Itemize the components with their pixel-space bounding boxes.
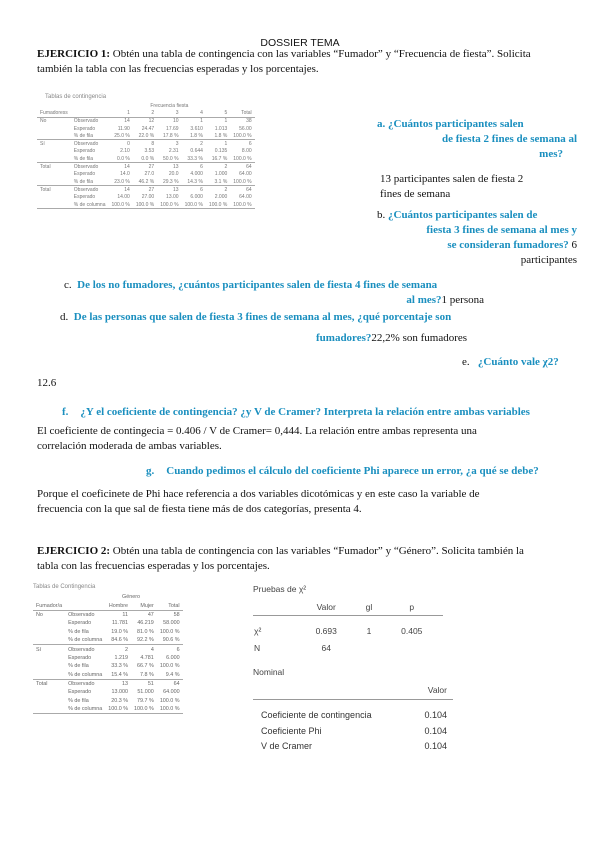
chi-title: Pruebas de χ²: [253, 584, 307, 594]
table-cell: 4.781: [140, 654, 154, 661]
question-text: fiesta 3 fines de semana al mes y: [426, 224, 577, 236]
table-cell: 27: [133, 186, 157, 194]
table-cell: 14: [108, 186, 132, 194]
table-row: [37, 201, 255, 209]
table-cell: 100.0 %: [108, 201, 132, 209]
answer-g: [37, 487, 567, 517]
table-cell: % de columna: [71, 201, 109, 209]
table-cell: 13: [157, 186, 181, 194]
nominal-table: [253, 667, 453, 755]
nominal-header: Valor: [427, 685, 447, 695]
question-text: ¿Cuántos participantes salen: [388, 118, 524, 130]
nominal-value: 0.104: [424, 725, 447, 736]
answer-text: 13 participantes salen de fiesta 2: [380, 173, 524, 185]
column-header: 1: [108, 109, 132, 117]
table-cell: 2: [182, 140, 206, 148]
table-cell: % de fila: [73, 132, 93, 139]
table-cell: 1.8 %: [190, 132, 203, 139]
table-cell: 22.0 %: [138, 132, 155, 139]
table-cell: 79.7 %: [137, 697, 154, 704]
question-letter: b.: [377, 209, 386, 221]
table-cell: 100.0 %: [105, 705, 131, 714]
table-cell: 0.135: [214, 148, 228, 155]
table-cell: 6: [182, 186, 206, 194]
table-cell: % de fila: [68, 628, 89, 635]
table-cell: 13: [157, 163, 181, 171]
table-row: [33, 645, 183, 654]
answer-text: frecuencia con la que sal de fiesta tiene más de dos categorías, presenta 4.: [37, 503, 362, 515]
chi-cell: 0.405: [401, 626, 423, 636]
variable-name: “Género”: [393, 545, 436, 557]
table-cell: 56.00: [239, 125, 252, 132]
intro-text: y: [382, 48, 394, 60]
table-cell: 64.000: [163, 689, 180, 696]
answer-text: Porque el coeficinete de Phi hace referencia a dos variables dicotómicas y en este caso la variable de: [37, 488, 480, 500]
answer-text: fines de semana: [380, 188, 451, 200]
intro-text: tabla con las frecuencias esperadas y los porcentajes.: [37, 560, 270, 572]
table-cell: 2: [206, 186, 230, 194]
question-text: mes?: [539, 148, 563, 160]
table-cell: 92.2 %: [137, 637, 154, 644]
table-cell: 11: [122, 611, 129, 618]
answer-a: [380, 172, 523, 202]
table-cell: % de columna: [65, 705, 105, 714]
answer-text: 22,2% son fumadores: [371, 332, 468, 344]
table-cell: 51.000: [137, 689, 154, 696]
table-row: [37, 125, 255, 132]
table-cell: 2.31: [168, 148, 179, 155]
table-cell: 100.0 %: [206, 201, 230, 209]
table-row: [37, 194, 255, 201]
table-cell: 38: [246, 118, 252, 125]
contingency-table-2: [33, 584, 183, 714]
table-cell: 100.0 %: [233, 178, 252, 185]
table-cell: 13: [105, 679, 131, 688]
table-cell: Esperado: [68, 620, 92, 627]
table-cell: [37, 178, 71, 186]
table-cell: 17.69: [166, 125, 179, 132]
table-cell: 6.000: [190, 194, 203, 201]
table-cell: 33.3 %: [187, 155, 203, 162]
table-cell: [37, 201, 71, 209]
table-cell: 64.00: [239, 171, 252, 178]
table-cell: 47: [147, 611, 154, 618]
table-cell: Observado: [68, 611, 95, 618]
table-cell: 6: [230, 140, 254, 148]
table-row: [37, 186, 255, 194]
question-letter: f.: [62, 406, 69, 418]
table-cell: % de fila: [73, 155, 93, 162]
table-cell: Esperado: [68, 654, 92, 661]
answer-f: [37, 424, 567, 454]
chi-cell: 1: [366, 626, 372, 636]
table-cell: 64.00: [239, 194, 252, 201]
variable-name: “Fumador”: [333, 48, 383, 60]
table-cell: Total: [37, 163, 71, 171]
question-e: [462, 355, 559, 370]
chi-square-table: [253, 584, 443, 655]
question-text: al mes?: [406, 294, 442, 306]
table-cell: 14: [108, 163, 132, 171]
table-row: [33, 628, 183, 636]
column-header: Mujer: [131, 601, 157, 610]
table-cell: 100.0 %: [230, 201, 254, 209]
table-cell: Total: [37, 186, 71, 194]
question-g: [146, 461, 586, 479]
table-cell: [37, 125, 71, 132]
table-row: [33, 619, 183, 627]
table-cell: [33, 628, 65, 636]
question-text: ¿Y el coeficiente de contingencia? ¿y V de Cramer? Interpreta la relación entre ambas variables: [80, 406, 530, 418]
table-cell: 27: [133, 163, 157, 171]
variable-name: “Frecuencia de fiesta”: [393, 48, 492, 60]
table-cell: 100.0 %: [157, 201, 181, 209]
table-row: [33, 662, 183, 670]
table-cell: No: [40, 118, 47, 125]
chi-cell: χ²: [254, 626, 262, 636]
table-cell: 33.3 %: [111, 663, 129, 670]
table-cell: Observado: [71, 186, 109, 194]
chi-header: [253, 599, 295, 616]
table-caption: Tablas de Contingencia: [33, 584, 96, 590]
table-row: [37, 178, 255, 186]
table-row: [37, 155, 255, 163]
table-cell: Sí: [37, 140, 71, 148]
column-header: Total: [230, 109, 254, 117]
table-cell: Total: [33, 679, 65, 688]
table-cell: 20.3 %: [111, 697, 129, 704]
table-row: [37, 117, 255, 125]
column-header: 5: [206, 109, 230, 117]
table-cell: 14.00: [117, 194, 130, 201]
table-cell: 1.219: [114, 654, 129, 661]
table-cell: [37, 148, 71, 155]
chi-header: p: [409, 602, 415, 612]
answer-d: [316, 331, 467, 346]
column-header: 2: [133, 109, 157, 117]
table-cell: 1.013: [214, 125, 228, 132]
contingency-table-1: [37, 94, 255, 209]
intro-text: Obtén una tabla de contingencia con las variables: [110, 545, 334, 557]
table-cell: No: [36, 611, 43, 618]
table-cell: 10: [173, 118, 179, 125]
exercise-1-intro: [37, 47, 567, 77]
chi-grid: [253, 599, 443, 655]
table-cell: [37, 155, 71, 163]
table-row: [37, 148, 255, 155]
question-b: [377, 208, 577, 268]
table-cell: Esperado: [73, 148, 96, 155]
exercise-2-label: EJERCICIO 2:: [37, 545, 111, 557]
table-caption: Tablas de contingencia: [45, 94, 107, 100]
table-cell: 27.0: [144, 171, 155, 178]
table-cell: 13.00: [166, 194, 179, 201]
chi-header: gl: [365, 602, 373, 612]
answer-text: participantes: [520, 254, 577, 266]
answer-text: 6: [568, 239, 577, 251]
table-cell: 4.000: [190, 171, 203, 178]
chi-cell: N: [254, 643, 261, 653]
table-cell: 0.644: [190, 148, 203, 155]
table-cell: 11.90: [117, 125, 130, 132]
table-cell: 24.47: [141, 125, 155, 132]
chi-header: Valor: [316, 602, 336, 612]
table-row: [33, 679, 183, 688]
table-row: [33, 654, 183, 662]
question-letter: e.: [462, 356, 470, 368]
nominal-value: 0.104: [424, 710, 447, 720]
question-text: Cuando pedimos el cálculo del coeficiente Phi aparece un error, ¿a qué se debe?: [166, 465, 539, 477]
table-cell: 100.0 %: [159, 628, 180, 635]
table-row: [33, 636, 183, 645]
table-row: [37, 140, 255, 148]
question-letter: c.: [64, 279, 72, 291]
question-letter: g.: [146, 465, 155, 477]
intro-text: . Solicita también la: [435, 545, 524, 557]
table-cell: 6: [182, 163, 206, 171]
table-cell: 29.3 %: [162, 178, 179, 185]
table-cell: 25.0 %: [114, 132, 130, 139]
table-cell: 64: [230, 163, 254, 171]
table-cell: Esperado: [73, 194, 96, 201]
nominal-title: Nominal: [253, 667, 285, 677]
table-cell: % de columna: [68, 671, 103, 678]
table-cell: % de columna: [68, 637, 103, 644]
table-cell: 100.0 %: [159, 697, 180, 704]
table-row: [37, 132, 255, 140]
table-cell: % de fila: [68, 663, 89, 670]
table-cell: [33, 654, 65, 662]
table-cell: 46.219: [137, 620, 154, 627]
table-cell: 81.0 %: [137, 628, 154, 635]
table-cell: [33, 705, 65, 714]
question-letter: d.: [60, 311, 69, 323]
question-text: fumadores?: [316, 332, 372, 344]
column-header: 3: [157, 109, 181, 117]
table-cell: 14.0: [120, 171, 130, 178]
table-cell: 8.00: [241, 148, 252, 155]
table-cell: 12: [148, 118, 155, 125]
question-text: ¿Cuántos participantes salen de: [388, 209, 538, 221]
table-cell: 9.4 %: [165, 671, 180, 678]
table-cell: 100.0 %: [159, 663, 180, 670]
table-cell: [33, 636, 65, 645]
table-cell: 3.1 %: [214, 178, 228, 185]
column-header: Fumador/a: [33, 601, 65, 610]
table-cell: 1.8 %: [214, 132, 228, 139]
nominal-label: V de Cramer: [261, 741, 313, 751]
nominal-label: Coeficiente de contingencia: [261, 710, 372, 720]
table-cell: Sí: [33, 645, 65, 654]
table-cell: 15.4 %: [111, 671, 129, 678]
question-letter: a.: [377, 118, 386, 130]
table-cell: 100.0 %: [133, 201, 157, 209]
table-cell: 3.610: [190, 125, 203, 132]
table-cell: 58.000: [163, 620, 180, 627]
nominal-label: Coeficiente Phi: [261, 725, 322, 736]
exercise-2-intro: [37, 544, 567, 574]
table-cell: 23.0 %: [114, 178, 130, 185]
table-cell: 100.0 %: [233, 132, 252, 139]
table-cell: 50.0 %: [162, 155, 179, 162]
nominal-value: 0.104: [424, 741, 447, 751]
table-cell: 90.6 %: [162, 637, 180, 644]
table-row: [33, 688, 183, 696]
table-cell: Observado: [65, 645, 105, 654]
table-cell: 20.0: [168, 171, 179, 178]
table-row: [37, 163, 255, 171]
table-cell: Observado: [73, 118, 99, 125]
question-text: se consideran fumadores?: [447, 239, 569, 251]
answer-text: correlación moderada de ambas variables.: [37, 440, 222, 452]
table-row: [33, 671, 183, 680]
table-cell: 46.2 %: [138, 178, 155, 185]
table-row: [37, 171, 255, 178]
table-cell: [33, 688, 65, 696]
table-cell: Esperado: [73, 171, 96, 178]
table-cell: 1: [224, 118, 228, 125]
table-cell: 51: [131, 679, 157, 688]
document-title: DOSSIER TEMA: [260, 37, 340, 49]
answer-e: 12.6: [37, 377, 57, 389]
table-grid: [33, 593, 183, 714]
table-cell: Esperado: [73, 125, 96, 132]
table-row: [33, 705, 183, 714]
intro-text: también la tabla con las frecuencias esperadas y los porcentajes.: [37, 63, 319, 75]
table-cell: Observado: [65, 679, 105, 688]
table-cell: [33, 662, 65, 670]
table-cell: 14.3 %: [187, 178, 203, 185]
table-cell: 17.8 %: [162, 132, 179, 139]
nominal-row: [253, 739, 453, 755]
table-cell: 100.0 %: [157, 705, 183, 714]
table-cell: 4: [131, 645, 157, 654]
table-cell: 0.0 %: [117, 155, 130, 162]
table-cell: 0.0 %: [141, 155, 155, 162]
table-row: [33, 697, 183, 705]
table-group-header: Frecuencia fiesta: [150, 102, 189, 109]
table-cell: Observado: [71, 163, 109, 171]
table-cell: 0: [108, 140, 132, 148]
column-header: [65, 601, 105, 610]
table-cell: 7.8 %: [140, 671, 154, 678]
table-cell: 8: [133, 140, 157, 148]
nominal-row: [253, 724, 453, 740]
table-grid: [37, 102, 255, 209]
table-cell: % de fila: [68, 697, 89, 704]
table-cell: 11.781: [111, 620, 129, 627]
table-cell: Esperado: [68, 689, 92, 696]
table-cell: 66.7 %: [137, 663, 154, 670]
table-cell: 6: [157, 645, 183, 654]
chi-cell: [357, 641, 380, 655]
question-a: [377, 117, 577, 162]
answer-text: 1 persona: [441, 294, 484, 306]
table-cell: 27.00: [141, 194, 155, 201]
variable-name: “Fumador”: [333, 545, 383, 557]
table-cell: 64: [157, 679, 183, 688]
table-cell: 2.000: [214, 194, 228, 201]
table-cell: [37, 171, 71, 178]
table-cell: 13.000: [111, 689, 129, 696]
chi-cell: 0.693: [315, 626, 337, 636]
table-cell: Observado: [71, 140, 109, 148]
table-cell: % de fila: [73, 178, 93, 185]
column-header: [71, 109, 109, 117]
table-cell: 6.000: [166, 654, 180, 661]
table-cell: [33, 697, 65, 705]
column-header: Hombre: [105, 601, 131, 610]
table-cell: 2.10: [120, 148, 130, 155]
table-cell: 3: [157, 140, 181, 148]
table-cell: [33, 671, 65, 680]
question-text: De los no fumadores, ¿cuántos participantes salen de fiesta 4 fines de semana: [77, 279, 438, 291]
question-text: de fiesta 2 fines de semana al: [441, 133, 577, 145]
table-cell: 14: [124, 118, 130, 125]
nominal-row: [253, 708, 453, 724]
table-cell: 1.000: [214, 171, 228, 178]
intro-text: . Solicita: [491, 48, 531, 60]
table-cell: 2: [206, 163, 230, 171]
column-header: Fumadoress: [37, 109, 71, 117]
question-f: [62, 402, 582, 420]
table-cell: 1: [200, 118, 203, 125]
question-d: [60, 310, 560, 325]
table-cell: 100.0 %: [131, 705, 157, 714]
table-cell: 58: [173, 611, 180, 618]
table-cell: 2: [105, 645, 131, 654]
intro-text: Obtén una tabla de contingencia con las variables: [110, 48, 334, 60]
table-cell: [37, 132, 71, 140]
table-cell: [33, 619, 65, 627]
table-cell: 19.0 %: [111, 628, 129, 635]
table-row: [33, 610, 183, 619]
table-cell: 100.0 %: [233, 155, 252, 162]
question-text: ¿Cuánto vale χ2?: [477, 356, 559, 368]
table-cell: 3.53: [144, 148, 155, 155]
table-cell: 64: [230, 186, 254, 194]
intro-text: y: [382, 545, 394, 557]
table-cell: 100.0 %: [182, 201, 206, 209]
chi-cell: 64: [321, 643, 331, 653]
table-cell: 1: [206, 140, 230, 148]
question-c: [64, 278, 484, 308]
table-cell: [37, 194, 71, 201]
table-group-header: Género: [122, 594, 141, 601]
answer-text: El coeficiente de contingecia = 0.406 / V de Cramer= 0,444. La relación entre ambas representa una: [37, 425, 477, 437]
column-header: Total: [157, 601, 183, 610]
exercise-1-label: EJERCICIO 1:: [37, 48, 111, 60]
table-cell: 84.6 %: [111, 637, 129, 644]
chi-cell: [381, 641, 443, 655]
question-text: De las personas que salen de fiesta 3 fines de semana al mes, ¿qué porcentaje son: [73, 311, 452, 323]
column-header: 4: [182, 109, 206, 117]
table-cell: 16.7 %: [211, 155, 228, 162]
